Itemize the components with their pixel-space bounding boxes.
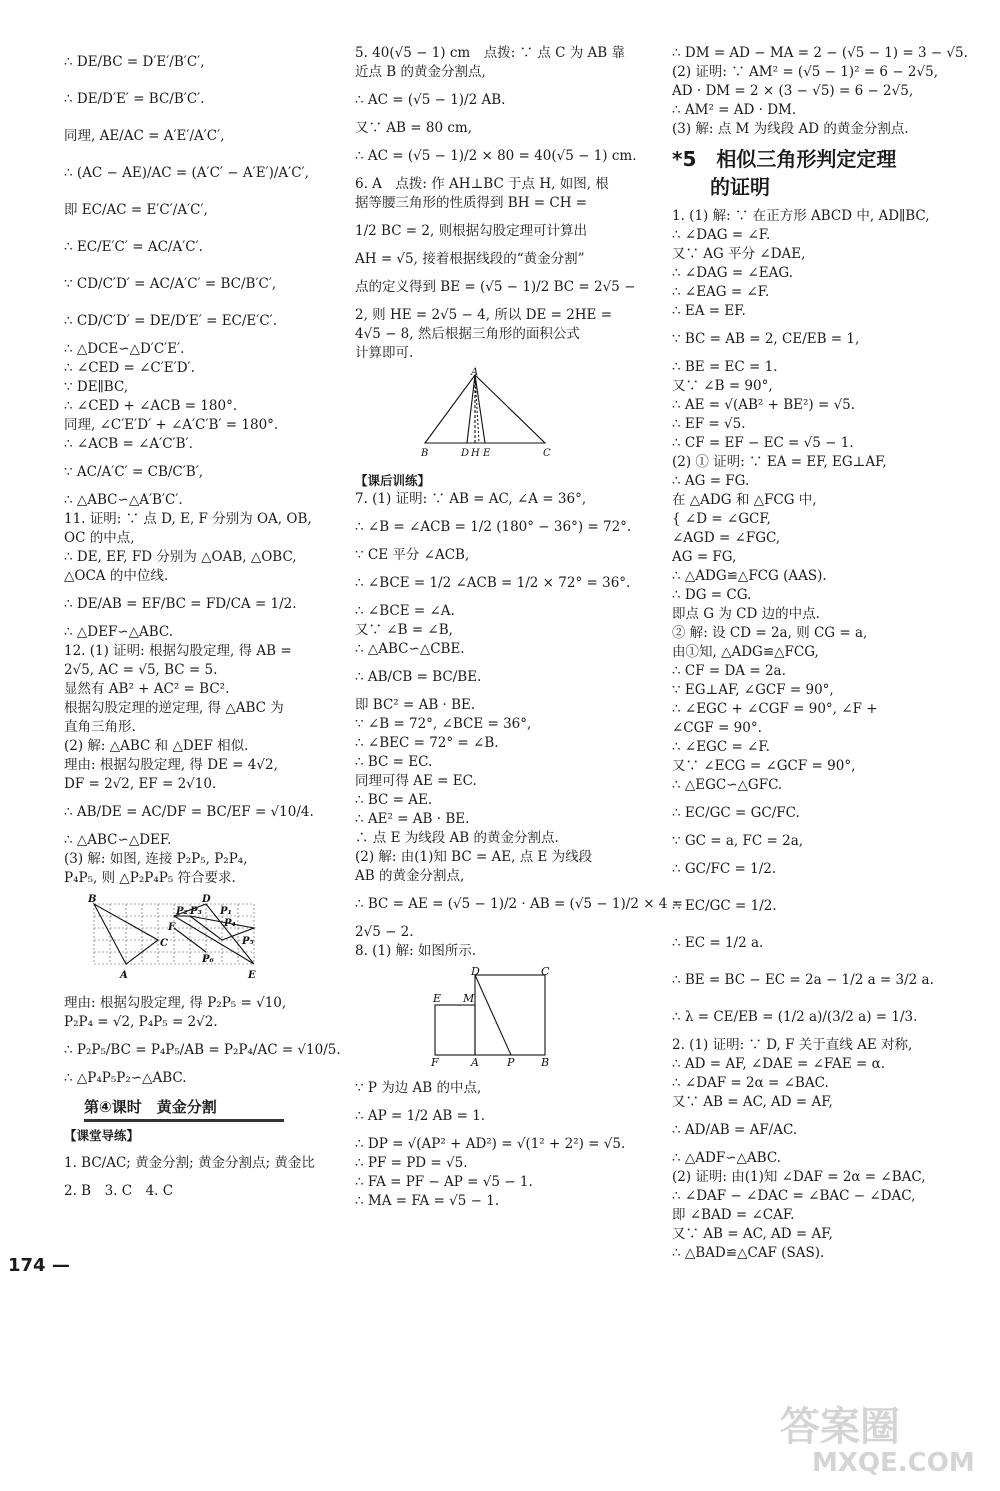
- square-figure: [415, 967, 565, 1067]
- text-line: (2) ① 证明: ∵ EA = EF, EG⊥AF,: [672, 454, 887, 470]
- text-line: ∴ DM = AD − MA = 2 − (√5 − 1) = 3 − √5.: [672, 45, 968, 61]
- answer-lines: [64, 994, 341, 1088]
- section-title: *5 相似三角形判定定理: [672, 147, 897, 171]
- text-line: ∴ AM² = AD · DM.: [672, 102, 797, 118]
- text-line: △OCA 的中位线.: [64, 568, 169, 584]
- text-line: 根据勾股定理的逆定理, 得 △ABC 为: [64, 700, 284, 716]
- text-line: 直角三角形.: [64, 719, 136, 735]
- text-line: 8. (1) 解: 如图所示.: [355, 943, 477, 959]
- label-P4: P₄: [224, 918, 236, 929]
- text-line: 显然有 AB² + AC² = BC².: [64, 681, 230, 697]
- text-line: 1/2 BC = 2, 则根据勾股定理可计算出: [355, 223, 588, 239]
- text-line: ∴ ∠DAG = ∠F.: [672, 227, 771, 243]
- label-C: C: [543, 448, 551, 459]
- text-line: ∵ CE 平分 ∠ACB,: [355, 547, 470, 563]
- label-D: D: [202, 894, 211, 905]
- text-line: ∴ DE/AB = EF/BC = FD/CA = 1/2.: [64, 596, 297, 612]
- label-P6: P₆: [202, 954, 214, 965]
- text-line: ∴ λ = CE/EB = (1/2 a)/(3/2 a) = 1/3.: [672, 1009, 918, 1025]
- text-line: ∴ BE = BC − EC = 2a − 1/2 a = 3/2 a.: [672, 972, 934, 988]
- column-right: [672, 44, 968, 1263]
- text-line: ∴ AE² = AB · BE.: [355, 811, 470, 827]
- label-F: F: [168, 922, 176, 933]
- label-E: E: [483, 448, 491, 459]
- text-line: 又∵ ∠B = 90°,: [672, 378, 773, 394]
- text-line: 据等腰三角形的性质得到 BH = CH =: [355, 195, 588, 211]
- text-line: ∴ BE = EC = 1.: [672, 359, 778, 375]
- text-line: 理由: 根据勾股定理, 得 P₂P₅ = √10,: [64, 995, 287, 1011]
- text-line: 2. (1) 证明: ∵ D, F 关于直线 AE 对称,: [672, 1037, 913, 1053]
- text-line: ∴ FA = PF − AP = √5 − 1.: [355, 1174, 533, 1190]
- text-line: ∴ △EGC∽△GFC.: [672, 777, 783, 793]
- text-line: 即 EC/AC = E′C′/A′C′,: [64, 202, 208, 218]
- text-line: ∴ BC = EC.: [355, 754, 433, 770]
- text-line: 7. (1) 证明: ∵ AB = AC, ∠A = 36°,: [355, 491, 587, 507]
- text-line: 即 BC² = AB · BE.: [355, 697, 476, 713]
- text-line: ∴ ∠BEC = 72° = ∠B.: [355, 735, 499, 751]
- text-line: ∴ BC = AE.: [355, 792, 433, 808]
- label-B: B: [421, 448, 429, 459]
- label-D: D: [471, 965, 480, 978]
- text-line: ∴ AB/CB = BC/BE.: [355, 669, 482, 685]
- text-line: ∴ ∠CED + ∠ACB = 180°.: [64, 398, 238, 414]
- text-line: ∴ EF = √5.: [672, 416, 746, 432]
- label-M: M: [463, 992, 475, 1005]
- label-A: A: [120, 970, 128, 981]
- text-line: ∵ DE∥BC,: [64, 379, 129, 395]
- text-line: AB 的黄金分割点,: [355, 868, 465, 884]
- triangle-figure: [415, 369, 565, 459]
- text-line: DF = 2√2, EF = 2√10.: [64, 776, 217, 792]
- label-B: B: [541, 1056, 550, 1069]
- text-line: 2√5 − 2.: [355, 924, 414, 940]
- text-line: 2√5, AC = √5, BC = 5.: [64, 662, 218, 678]
- text-line: 同理, ∠C′E′D′ + ∠A′C′B′ = 180°.: [64, 417, 279, 433]
- text-line: 2, 则 HE = 2√5 − 4, 所以 DE = 2HE =: [355, 307, 613, 323]
- text-line: ∴ ∠DAF − ∠DAC = ∠BAC − ∠DAC,: [672, 1188, 916, 1204]
- text-line: ∴ EC/E′C′ = AC/A′C′.: [64, 239, 203, 255]
- text-line: 又∵ ∠B = ∠B,: [355, 622, 453, 638]
- text-line: ∴ CF = EF − EC = √5 − 1.: [672, 435, 854, 451]
- answer-lines: [64, 44, 314, 888]
- text-line: 又∵ ∠ECG = ∠GCF = 90°,: [672, 758, 856, 774]
- text-line: ∴ DP = √(AP² + AD²) = √(1² + 2²) = √5.: [355, 1136, 626, 1152]
- text-line: ∴ AC = (√5 − 1)/2 AB.: [355, 92, 506, 108]
- label-D: D: [461, 448, 470, 459]
- text-line: ∵ EG⊥AF, ∠GCF = 90°,: [672, 682, 834, 698]
- text-line: ∴ ∠ACB = ∠A′C′B′.: [64, 436, 193, 452]
- text-line: 1. (1) 解: ∵ 在正方形 ABCD 中, AD∥BC,: [672, 208, 930, 224]
- text-line: ∴ DE, EF, FD 分别为 △OAB, △OBC,: [64, 549, 297, 565]
- text-line: AH = √5, 接着根据线段的“黄金分割”: [355, 251, 585, 267]
- text-line: 同理, AE/AC = A′E′/A′C′,: [64, 128, 225, 144]
- text-line: P₄P₅, 则 △P₂P₄P₅ 符合要求.: [64, 870, 236, 886]
- text-line: ∴ ∠EAG = ∠F.: [672, 284, 770, 300]
- label-P2: P₂: [176, 906, 188, 917]
- text-line: ∴ EA = EF.: [672, 303, 746, 319]
- label-E: E: [433, 992, 442, 1005]
- text-line: ∴ ∠CED = ∠C′E′D′.: [64, 360, 195, 376]
- text-line: 2. B 3. C 4. C: [64, 1183, 174, 1199]
- text-line: ∠AGD = ∠FGC,: [672, 530, 781, 546]
- label-C: C: [160, 938, 168, 949]
- text-line: ∴ MA = FA = √5 − 1.: [355, 1193, 500, 1209]
- text-line: ∴ ∠B = ∠ACB = 1/2 (180° − 36°) = 72°.: [355, 519, 632, 535]
- text-line: ∴ ∠BCE = 1/2 ∠ACB = 1/2 × 72° = 36°.: [355, 575, 631, 591]
- text-line: ∴ AG = FG.: [672, 473, 750, 489]
- text-line: ② 解: 设 CD = 2a, 则 CG = a,: [672, 625, 868, 641]
- text-line: 点的定义得到 BE = (√5 − 1)/2 BC = 2√5 −: [355, 279, 636, 295]
- lesson-title: 第④课时 黄金分割: [84, 1098, 284, 1122]
- label-P1: P₁: [220, 906, 232, 917]
- text-line: ∴ AD/AB = AF/AC.: [672, 1122, 798, 1138]
- text-line: ∴ △BAD≌△CAF (SAS).: [672, 1245, 825, 1261]
- answer-lines: [355, 490, 683, 961]
- text-line: ∴ △ADF∽△ABC.: [672, 1150, 781, 1166]
- text-line: 1. BC/AC; 黄金分割; 黄金分割点; 黄金比: [64, 1155, 315, 1171]
- label-H: H: [471, 448, 480, 459]
- label-P: P: [507, 1056, 515, 1069]
- text-line: ∴ AB/DE = AC/DF = BC/EF = √10/4.: [64, 804, 314, 820]
- text-line: ∴ BC = AE = (√5 − 1)/2 · AB = (√5 − 1)/2 × 4 =: [355, 896, 683, 912]
- label-P3: P₃: [190, 906, 202, 917]
- text-line: 在 △ADG 和 △FCG 中,: [672, 492, 817, 508]
- text-line: 即 ∠BAD = ∠CAF.: [672, 1207, 795, 1223]
- text-line: 12. (1) 证明: 根据勾股定理, 得 AB =: [64, 643, 292, 659]
- answer-lines: [672, 44, 968, 139]
- text-line: ∴ EC = 1/2 a.: [672, 935, 764, 951]
- text-line: ∴ ∠DAF = 2α = ∠BAC.: [672, 1075, 829, 1091]
- answer-lines: [355, 1079, 626, 1211]
- section-tag: 【课后训练】: [355, 473, 431, 488]
- text-line: ∴ AD = AF, ∠DAE = ∠FAE = α.: [672, 1056, 885, 1072]
- text-line: AD · DM = 2 × (3 − √5) = 6 − 2√5,: [672, 83, 914, 99]
- text-line: 计算即可.: [355, 345, 414, 361]
- text-line: (2) 解: 由(1)知 BC = AE, 点 E 为线段: [355, 849, 593, 865]
- text-line: ∵ GC = a, FC = 2a,: [672, 833, 804, 849]
- text-line: AG = FG,: [672, 549, 737, 565]
- text-line: 理由: 根据勾股定理, 得 DE = 4√2,: [64, 757, 278, 773]
- text-line: ∴ P₂P₅/BC = P₄P₅/AB = P₂P₄/AC = √10/5.: [64, 1042, 341, 1058]
- text-line: ∵ CD/C′D′ = AC/A′C′ = BC/B′C′,: [64, 276, 277, 292]
- text-line: ∴ EC/GC = GC/FC.: [672, 805, 800, 821]
- answer-lines: [64, 1145, 315, 1201]
- text-line: ∴ ∠EGC + ∠CGF = 90°, ∠F +: [672, 701, 878, 717]
- text-line: (3) 解: 如图, 连接 P₂P₅, P₂P₄,: [64, 851, 248, 867]
- section-tag: 【课堂导练】: [64, 1128, 140, 1143]
- text-line: OC 的中点,: [64, 530, 135, 546]
- text-line: ∵ BC = AB = 2, CE/EB = 1,: [672, 331, 860, 347]
- text-line: ∴ DE/BC = D′E′/B′C′,: [64, 54, 205, 70]
- label-P5: P₅: [242, 936, 254, 947]
- text-line: ∴ ∠EGC = ∠F.: [672, 739, 770, 755]
- text-line: ∴ GC/FC = 1/2.: [672, 861, 777, 877]
- text-line: 4√5 − 8, 然后根据三角形的面积公式: [355, 326, 580, 342]
- text-line: 6. A 点拨: 作 AH⊥BC 于点 H, 如图, 根: [355, 176, 609, 192]
- text-line: ∴ △DCE∽△D′C′E′.: [64, 341, 185, 357]
- text-line: P₂P₄ = √2, P₄P₅ = 2√2.: [64, 1014, 218, 1030]
- text-line: ∴ △ABC∽△CBE.: [355, 641, 465, 657]
- text-line: 又∵ AB = AC, AD = AF,: [672, 1094, 833, 1110]
- page-number: 174 —: [8, 1255, 70, 1276]
- text-line: ∴ (AC − AE)/AC = (A′C′ − A′E′)/A′C′,: [64, 165, 309, 181]
- text-line: 又∵ AG 平分 ∠DAE,: [672, 246, 806, 262]
- text-line: 近点 B 的黄金分割点,: [355, 64, 486, 80]
- text-line: ∴ AP = 1/2 AB = 1.: [355, 1108, 486, 1124]
- text-line: (2) 解: △ABC 和 △DEF 相似.: [64, 738, 249, 754]
- text-line: ∴ △ABC∽△DEF.: [64, 832, 172, 848]
- text-line: ∴ DG = CG.: [672, 587, 752, 603]
- text-line: ∴ AC = (√5 − 1)/2 × 80 = 40(√5 − 1) cm.: [355, 148, 637, 164]
- text-line: ∴ △P₄P₅P₂∽△ABC.: [64, 1070, 187, 1086]
- text-line: 又∵ AB = AC, AD = AF,: [672, 1226, 833, 1242]
- text-line: 又∵ AB = 80 cm,: [355, 120, 472, 136]
- text-line: ∴ PF = PD = √5.: [355, 1155, 468, 1171]
- text-line: 11. 证明: ∵ 点 D, E, F 分别为 OA, OB,: [64, 511, 312, 527]
- text-line: ∴ ∠BCE = ∠A.: [355, 603, 455, 619]
- text-line: ∴ DE/D′E′ = BC/B′C′.: [64, 91, 205, 107]
- text-line: ∴ △ADG≌△FCG (AAS).: [672, 568, 827, 584]
- watermark-logo: 答案圈: [780, 1404, 900, 1450]
- text-line: 即点 G 为 CD 边的中点.: [672, 606, 820, 622]
- text-line: ∴ ∠DAG = ∠EAG.: [672, 265, 793, 281]
- label-C: C: [541, 965, 550, 978]
- text-line: ∴ EC/GC = 1/2.: [672, 898, 777, 914]
- text-line: ∴ CF = DA = 2a.: [672, 663, 786, 679]
- text-line: ∴ △DEF∽△ABC.: [64, 624, 174, 640]
- label-F: F: [431, 1056, 439, 1069]
- column-middle: [355, 44, 683, 1211]
- section-title: 的证明: [710, 175, 770, 199]
- text-line: ∴ 点 E 为线段 AB 的黄金分割点.: [355, 830, 559, 846]
- text-line: ∵ P 为边 AB 的中点,: [355, 1080, 482, 1096]
- label-E: E: [248, 970, 256, 981]
- text-line: (2) 证明: ∵ AM² = (√5 − 1)² = 6 − 2√5,: [672, 64, 938, 80]
- grid-figure: [64, 894, 254, 982]
- watermark-url: MXQE.COM: [812, 1448, 975, 1478]
- text-line: ∴ AE = √(AB² + BE²) = √5.: [672, 397, 856, 413]
- text-line: 5. 40(√5 − 1) cm 点拨: ∵ 点 C 为 AB 靠: [355, 45, 626, 61]
- text-line: (3) 解: 点 M 为线段 AD 的黄金分割点.: [672, 121, 909, 137]
- label-B: B: [88, 894, 97, 905]
- answer-lines: [672, 207, 932, 1263]
- column-left: [64, 44, 341, 1201]
- text-line: ∴ △ABC∽△A′B′C′.: [64, 492, 183, 508]
- text-line: ∵ AC/A′C′ = CB/C′B′,: [64, 464, 204, 480]
- answer-lines: [355, 44, 637, 363]
- label-A: A: [471, 1056, 479, 1069]
- label-A: A: [471, 367, 479, 378]
- text-line: 由①知, △ADG≌△FCG,: [672, 644, 819, 660]
- text-line: ∵ ∠B = 72°, ∠BCE = 36°,: [355, 716, 532, 732]
- text-line: (2) 证明: 由(1)知 ∠DAF = 2α = ∠BAC,: [672, 1169, 926, 1185]
- text-line: ∠CGF = 90°.: [672, 720, 762, 736]
- text-line: ∴ CD/C′D′ = DE/D′E′ = EC/E′C′.: [64, 313, 278, 329]
- text-line: 同理可得 AE = EC.: [355, 773, 477, 789]
- text-line: { ∠D = ∠GCF,: [672, 511, 771, 527]
